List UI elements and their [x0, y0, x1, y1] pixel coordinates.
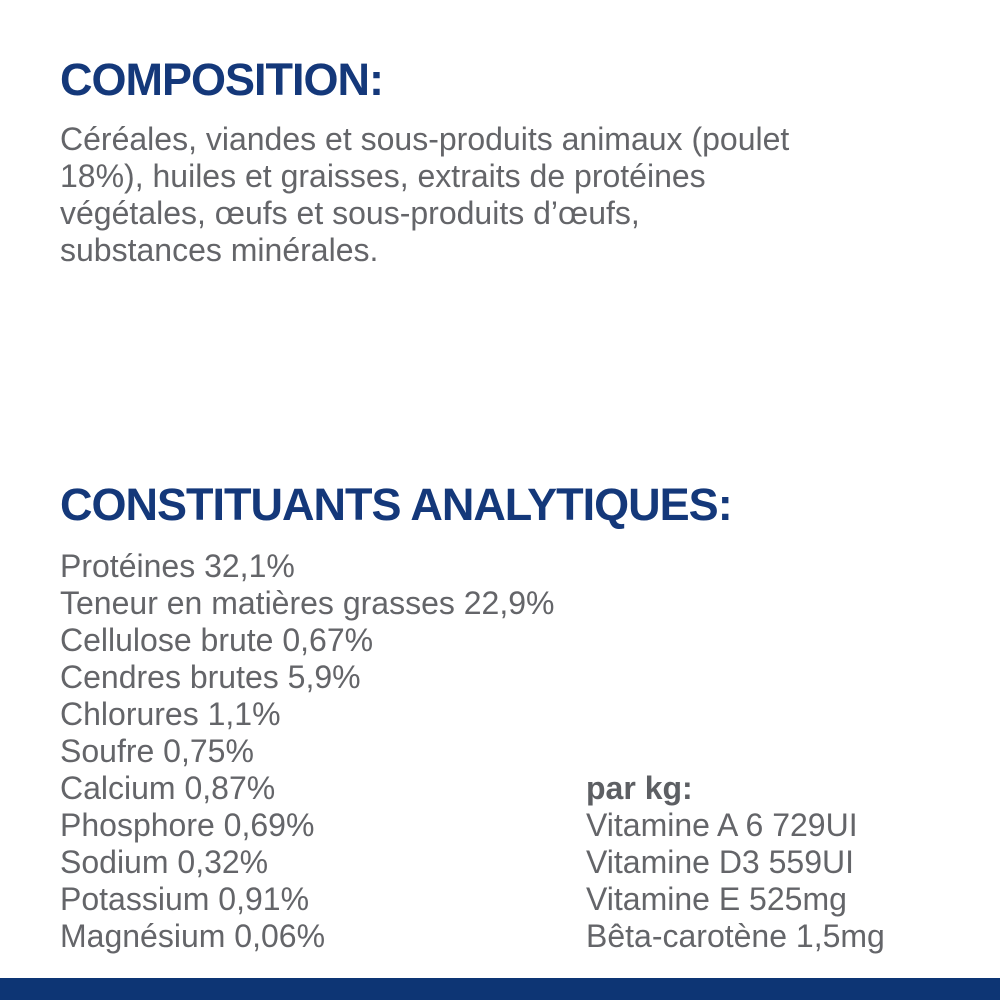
per-kg-column	[586, 770, 885, 955]
per-kg-item: Vitamine A 6 729UI	[586, 807, 858, 843]
analytics-heading: CONSTITUANTS ANALYTIQUES:	[60, 479, 732, 530]
analytics-item: Teneur en matières grasses 22,9%	[60, 585, 555, 621]
per-kg-item: Vitamine E 525mg	[586, 881, 847, 917]
analytics-item: Cellulose brute 0,67%	[60, 622, 374, 658]
analytics-item: Calcium 0,87%	[60, 770, 276, 806]
analytics-item: Phosphore 0,69%	[60, 807, 315, 843]
per-kg-item: Vitamine D3 559UI	[586, 844, 854, 880]
analytics-item: Protéines 32,1%	[60, 548, 295, 584]
analytics-item: Chlorures 1,1%	[60, 696, 281, 732]
per-kg-heading: par kg:	[586, 770, 693, 806]
analytics-list	[60, 548, 554, 955]
footer-accent-bar	[0, 978, 1000, 1000]
composition-paragraph	[60, 121, 789, 269]
analytics-item: Soufre 0,75%	[60, 733, 254, 769]
analytics-item: Cendres brutes 5,9%	[60, 659, 361, 695]
analytics-item: Sodium 0,32%	[60, 844, 269, 880]
per-kg-item: Bêta-carotène 1,5mg	[586, 918, 885, 954]
analytics-item: Potassium 0,91%	[60, 881, 310, 917]
composition-line: végétales, œufs et sous-produits d’œufs,	[60, 195, 640, 231]
composition-line: 18%), huiles et graisses, extraits de protéines	[60, 158, 706, 194]
composition-line: substances minérales.	[60, 232, 379, 268]
analytics-item: Magnésium 0,06%	[60, 918, 326, 954]
composition-heading: COMPOSITION:	[60, 54, 383, 105]
composition-line: Céréales, viandes et sous-produits animaux (poulet	[60, 121, 790, 157]
